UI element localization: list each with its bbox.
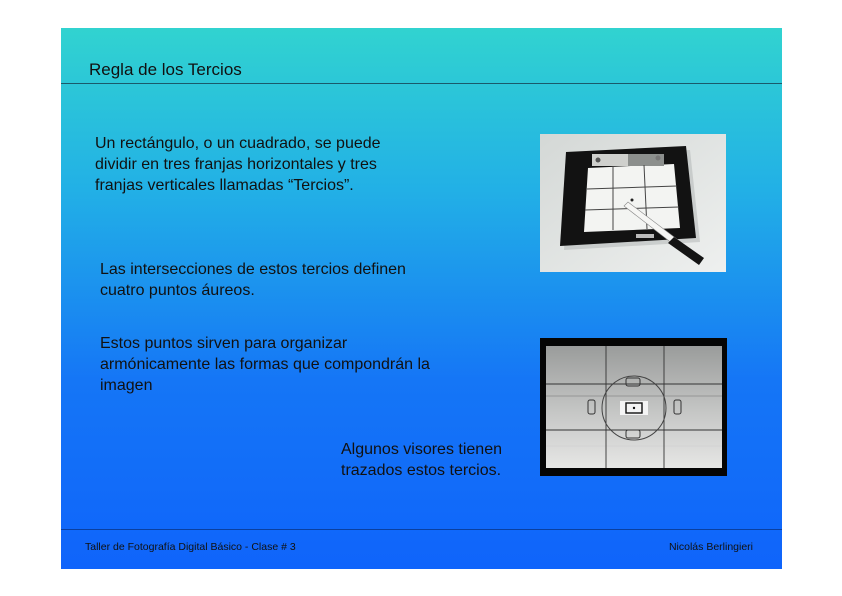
text-line: franjas verticales llamadas “Tercios”. <box>95 177 354 194</box>
text-line: imagen <box>100 377 153 394</box>
text-line: armónicamente las formas que compondrán la <box>100 356 430 373</box>
text-line: Estos puntos sirven para organizar <box>100 335 348 352</box>
slide-title: Regla de los Tercios <box>89 60 242 79</box>
text-line: dividir en tres franjas horizontales y tres <box>95 156 377 173</box>
text-line: trazados estos tercios. <box>341 462 502 479</box>
slide <box>61 28 782 569</box>
paragraph-golden-points <box>100 259 406 301</box>
footer-course: Taller de Fotografía Digital Básico - Clase # 3 <box>85 541 296 553</box>
grid-card-photo <box>540 134 726 272</box>
text-line: Algunos visores tienen <box>341 441 502 458</box>
text-line: Un rectángulo, o un cuadrado, se puede <box>95 135 381 152</box>
title-divider <box>61 83 782 84</box>
paragraph-thirds-definition <box>95 133 381 196</box>
paragraph-viewfinders <box>341 439 502 481</box>
viewfinder-image <box>540 338 727 476</box>
text-line: cuatro puntos áureos. <box>100 282 255 299</box>
viewfinder-photo <box>540 338 727 476</box>
text-line: Las intersecciones de estos tercios definen <box>100 261 406 278</box>
footer-divider <box>61 529 782 530</box>
footer-author: Nicolás Berlingieri <box>668 541 753 553</box>
grid-card-image <box>540 134 726 272</box>
paragraph-organize-shapes <box>100 333 430 396</box>
